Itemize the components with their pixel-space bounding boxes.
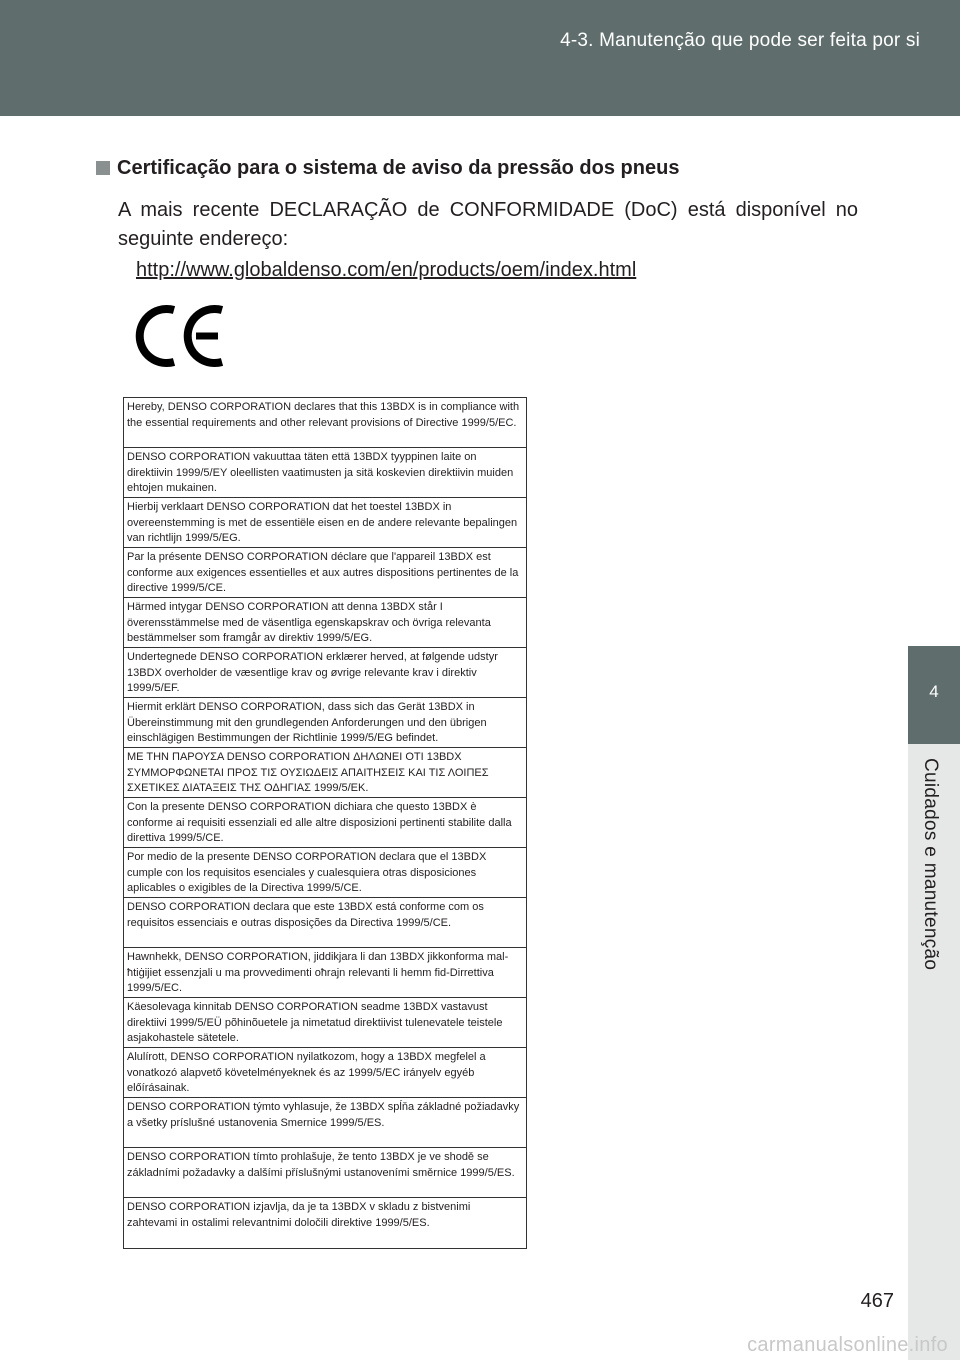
chapter-side-strip [908,744,960,1360]
declaration-row: Käesolevaga kinnitab DENSO CORPORATION seadme 13BDX vastavust direktiivi 1999/5/EÜ põhinõuetele ja nimetatud direktiivist tulenevatele teistele asjakohastele sätetele. [124,998,526,1048]
declaration-row: DENSO CORPORATION vakuuttaa täten että 13BDX tyyppinen laite on direktiivin 1999/5/EY oleellisten vaatimusten ja sitä koskevien direktiivin muiden ehtojen mukainen. [124,448,526,498]
declaration-row: Undertegnede DENSO CORPORATION erklærer herved, at følgende udstyr 13BDX overholder de væsentlige krav og øvrige relevante krav i direktiv 1999/5/EF. [124,648,526,698]
declaration-row: Härmed intygar DENSO CORPORATION att denna 13BDX står I överensstämmelse med de väsentliga egenskapskrav och övriga relevanta bestämmelser som framgår av direktiv 1999/5/EG. [124,598,526,648]
declaration-row: Hiermit erklärt DENSO CORPORATION, dass sich das Gerät 13BDX in Übereinstimmung mit den grundlegenden Anforderungen und den übrigen einschlägigen Bestimmungen der Richtlinie 1999/5/EG befindet. [124,698,526,748]
body-paragraph: A mais recente DECLARAÇÃO de CONFORMIDADE (DoC) está disponível no seguinte endereço: [118,199,858,250]
declaration-row: Par la présente DENSO CORPORATION déclare que l'appareil 13BDX est conforme aux exigences essentielles et aux autres dispositions pertinentes de la directive 1999/5/CE. [124,548,526,598]
declaration-row: DENSO CORPORATION tímto prohlašuje, že tento 13BDX je ve shodě se základními požadavky a dalšími příslušnými ustanoveními směrnice 1999/5/ES. [124,1148,526,1198]
declaration-row: Hereby, DENSO CORPORATION declares that this 13BDX is in compliance with the essential requirements and other relevant provisions of Directive 1999/5/EC. [124,398,526,448]
section-heading [96,157,679,180]
declaration-row: Hierbij verklaart DENSO CORPORATION dat het toestel 13BDX in overeenstemming is met de essentiële eisen en de andere relevante bepalingen van richtlijn 1999/5/EG. [124,498,526,548]
header-band [0,0,960,116]
declarations-table [123,397,527,1249]
declaration-row: DENSO CORPORATION declara que este 13BDX está conforme com os requisitos essenciais e outras disposições da Directiva 1999/5/CE. [124,898,526,948]
watermark: carmanualsonline.info [747,1334,948,1356]
heading-bullet-icon [96,161,110,175]
declaration-row: DENSO CORPORATION týmto vyhlasuje, že 13BDX spĺňa základné požiadavky a všetky príslušné ustanovenia Smernice 1999/5/ES. [124,1098,526,1148]
ce-mark-icon [134,304,226,368]
declaration-row: ΜΕ ΤΗΝ ΠΑΡΟΥΣΑ DENSO CORPORATION ΔΗΛΩΝΕΙ ΟΤΙ 13BDX ΣΥΜΜΟΡΦΩΝΕΤΑΙ ΠΡΟΣ ΤΙΣ ΟΥΣΙΩΔΕΙΣ ΑΠΑΙΤΗΣΕΙΣ ΚΑΙ ΤΙΣ ΛΟΙΠΕΣ ΣΧΕΤΙΚΕΣ ΔΙΑΤΑΞΕΙΣ ΤΗΣ ΟΔΗΓΙΑΣ 1999/5/ΕΚ. [124,748,526,798]
section-heading-text: Certificação para o sistema de aviso da pressão dos pneus [117,157,680,179]
chapter-number: 4 [929,682,939,701]
chapter-tab [908,646,960,744]
declaration-row: Por medio de la presente DENSO CORPORATION declara que el 13BDX cumple con los requisitos esenciales y cualesquiera otras disposiciones aplicables o exigibles de la Directiva 1999/5/CE. [124,848,526,898]
header-title: 4-3. Manutenção que pode ser feita por si [560,30,920,51]
chapter-label: Cuidados e manutenção [920,758,941,971]
declaration-row: Hawnhekk, DENSO CORPORATION, jiddikjara li dan 13BDX jikkonforma mal-ħtiġijiet essenzjali u ma provvedimenti oħrajn relevanti li hemm fid-Dirrettiva 1999/5/EC. [124,948,526,998]
declaration-row: Con la presente DENSO CORPORATION dichiara che questo 13BDX è conforme ai requisiti essenziali ed alle altre disposizioni pertinenti stabilite dalla direttiva 1999/5/CE. [124,798,526,848]
declaration-row: Alulírott, DENSO CORPORATION nyilatkozom, hogy a 13BDX megfelel a vonatkozó alapvető követelményeknek és az 1999/5/EC irányelv egyéb előírásainak. [124,1048,526,1098]
doc-url-link[interactable]: http://www.globaldenso.com/en/products/oem/index.html [136,259,637,281]
page-number: 467 [860,1290,894,1312]
declaration-row: DENSO CORPORATION izjavlja, da je ta 13BDX v skladu z bistvenimi zahtevami in ostalimi relevantnimi določili direktive 1999/5/ES. [127,1201,471,1229]
